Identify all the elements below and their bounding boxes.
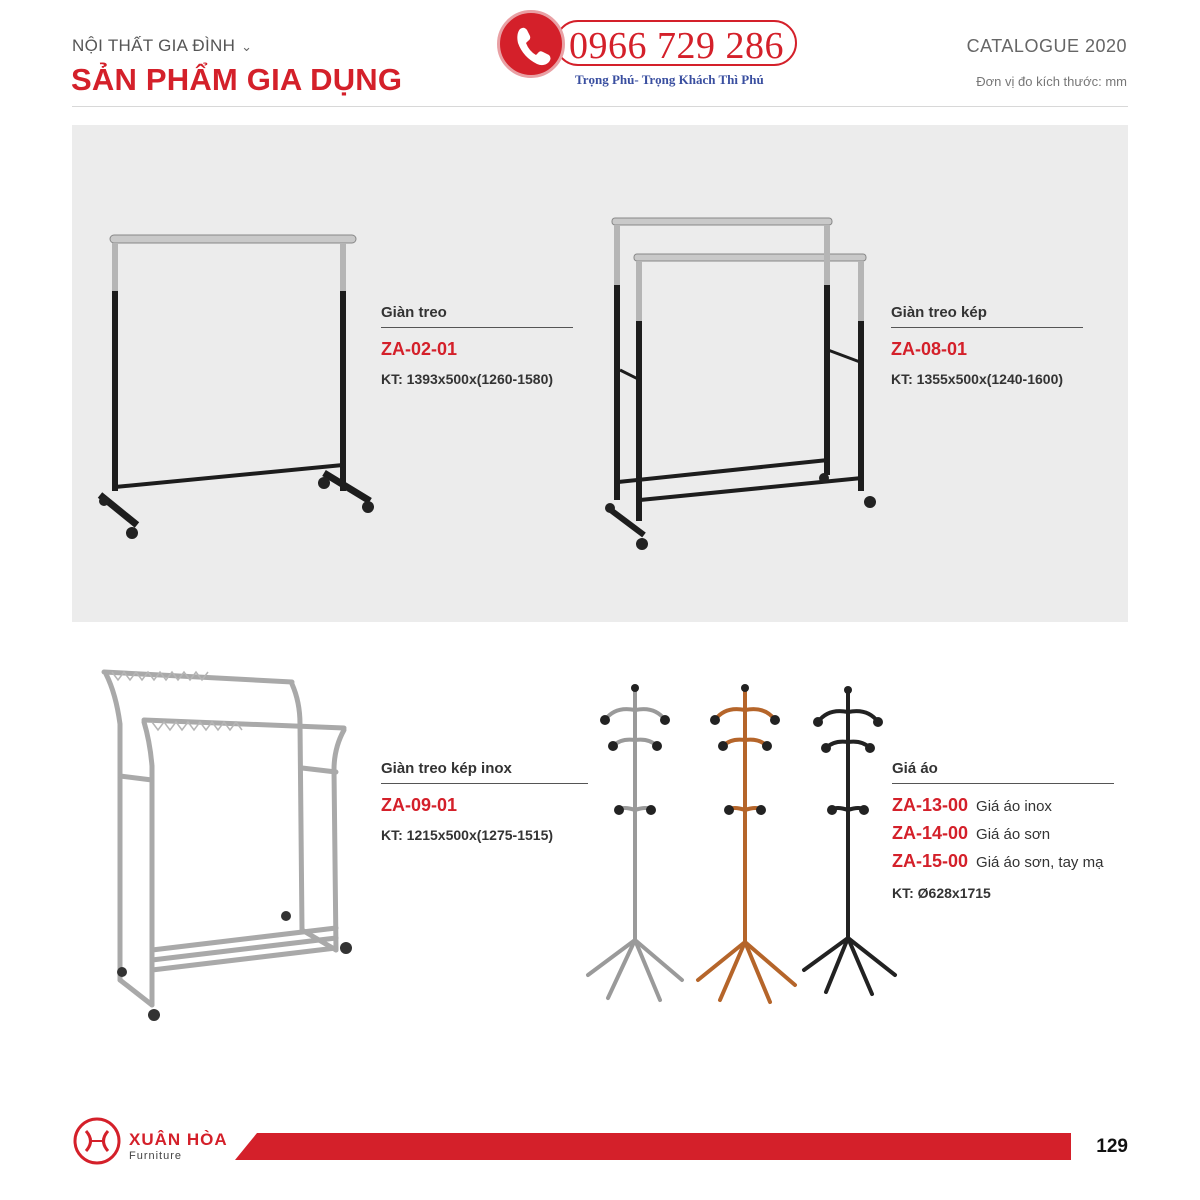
brand-logo-icon <box>72 1116 122 1166</box>
phone-badge <box>497 10 799 92</box>
page-title: SẢN PHẨM GIA DỤNG <box>71 62 403 97</box>
product-divider <box>381 327 573 328</box>
product-size: KT: 1393x500x(1260-1580) <box>381 371 554 387</box>
product-code: ZA-08-01 <box>891 339 968 359</box>
phone-icon <box>500 13 562 75</box>
variant-desc: Giá áo sơn, tay mạ <box>976 854 1104 871</box>
rack-za-02-01-image <box>92 225 382 545</box>
catalogue-label: CATALOGUE 2020 <box>966 36 1127 56</box>
unit-note: Đơn vị đo kích thước: mm <box>976 74 1127 89</box>
variant-row <box>892 795 1052 816</box>
product-size: KT: 1215x500x(1275-1515) <box>381 827 554 843</box>
rack-za-08-01-image <box>600 210 890 555</box>
section-label-text: NỘI THẤT GIA ĐÌNH <box>72 36 236 55</box>
variant-code: ZA-14-00 <box>892 823 969 843</box>
product-size: KT: 1355x500x(1240-1600) <box>891 371 1064 387</box>
product-code: ZA-09-01 <box>381 795 458 815</box>
slogan: Trọng Phú- Trọng Khách Thì Phú <box>575 72 764 87</box>
variant-row <box>892 823 1050 844</box>
chevron-down-icon: ⌄ <box>241 39 253 54</box>
variant-desc: Giá áo inox <box>976 798 1052 815</box>
product-name: Giàn treo <box>381 304 447 321</box>
brand-name: XUÂN HÒA <box>129 1130 228 1149</box>
section-label <box>72 36 252 56</box>
page-number: 129 <box>1096 1136 1128 1157</box>
variant-code: ZA-15-00 <box>892 851 969 871</box>
product-size: KT: Ø628x1715 <box>892 885 991 901</box>
product-code: ZA-02-01 <box>381 339 458 359</box>
header-divider <box>72 106 1128 107</box>
phone-number: 0966 729 286 <box>569 25 784 67</box>
coat-stands-image <box>580 680 900 1010</box>
variant-desc: Giá áo sơn <box>976 826 1051 843</box>
product-divider <box>892 783 1114 784</box>
variant-code: ZA-13-00 <box>892 795 969 815</box>
product-divider <box>891 327 1083 328</box>
product-divider <box>381 783 588 784</box>
phone-circle <box>497 10 565 78</box>
product-name: Giá áo <box>892 760 938 777</box>
brand-subtitle: Furniture <box>129 1150 183 1162</box>
footer-bar <box>235 1133 1071 1160</box>
rack-za-09-01-image <box>92 660 362 1030</box>
variant-row <box>892 851 1103 872</box>
product-name: Giàn treo kép inox <box>381 760 512 777</box>
product-name: Giàn treo kép <box>891 304 987 321</box>
